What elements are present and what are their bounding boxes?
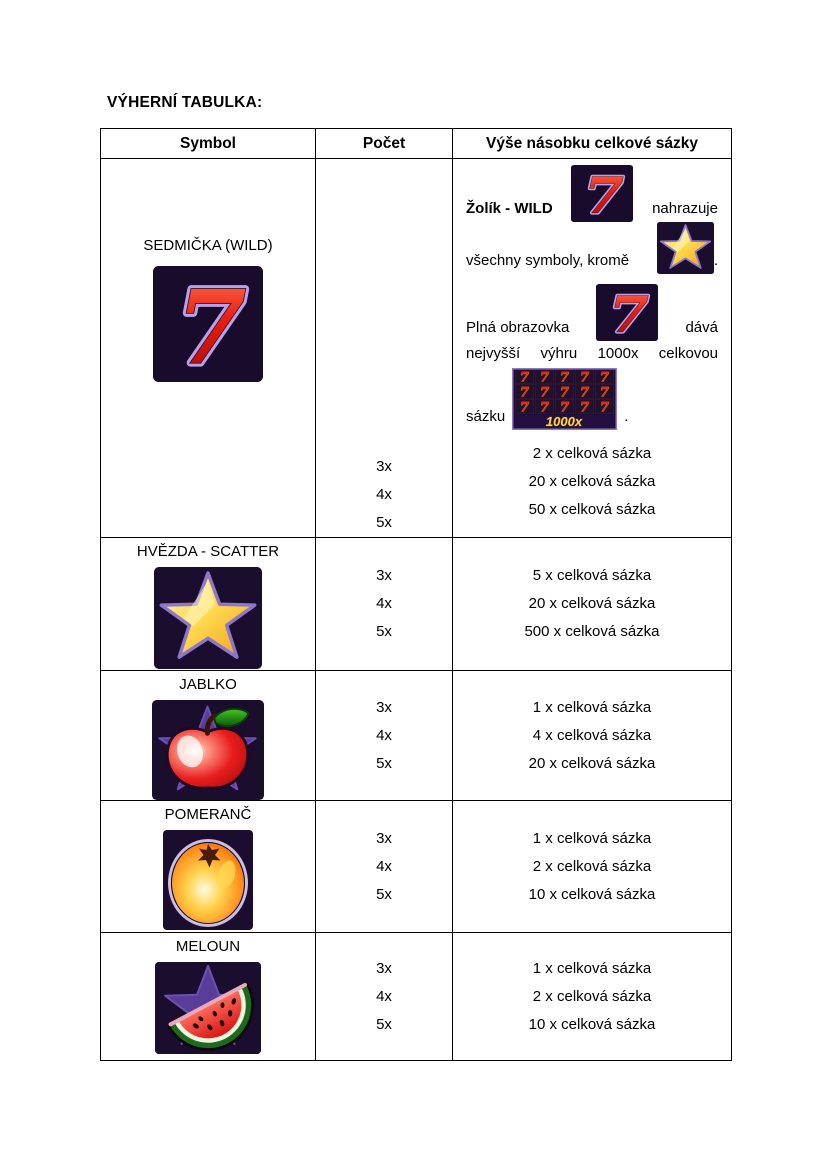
symbol-label: SEDMIČKA (WILD) [143,237,273,254]
value-line: 4 x celková sázka [532,726,652,744]
count-line: 4x [376,857,392,875]
count-cell-orange [316,801,453,933]
value-line: 2 x celková sázka [532,445,652,462]
value-line: 20 x celková sázka [528,754,656,772]
value-line: 1 x celková sázka [532,829,652,847]
period: . [713,252,718,269]
star-inline-group [657,222,718,274]
value-cell-star [453,538,732,671]
melon-icon [155,962,261,1054]
count-cell-melon [316,933,453,1061]
count-line: 3x [376,959,392,977]
value-cell-apple [453,671,732,801]
count-line: 4x [376,987,392,1005]
count-line: 5x [376,1015,392,1033]
row-seven-wild [101,159,732,538]
count-line: 5x [376,514,392,531]
value-line: 2 x celková sázka [532,857,652,875]
row-star-scatter [101,538,732,671]
count-line: 5x [376,885,392,903]
value-line: 10 x celková sázka [528,885,656,903]
symbol-cell-seven [101,159,316,538]
wild-desc-line2 [466,222,718,274]
symbol-label: MELOUN [175,938,241,955]
value-line: 20 x celková sázka [528,473,656,490]
value-line: 1 x celková sázka [532,698,652,716]
header-count: Počet [316,129,453,159]
count-line: 3x [376,458,392,475]
header-symbol: Symbol [101,129,316,159]
count-cell-star [316,538,453,671]
value-line: 50 x celková sázka [528,501,656,518]
orange-icon [163,830,253,930]
row-orange [101,801,732,933]
count-line: 5x [376,754,392,772]
symbol-label: HVĚZDA - SCATTER [136,543,280,560]
period: . [624,408,629,425]
wild-desc-text: sázku [466,408,506,425]
value-cell-orange [453,801,732,933]
star-scatter-icon [154,567,262,669]
count-line: 4x [376,486,392,503]
wild-desc-text: dává [685,319,718,336]
symbol-cell-apple [101,671,316,801]
value-line: 1 x celková sázka [532,959,652,977]
count-line: 3x [376,829,392,847]
value-line: 20 x celková sázka [528,595,656,612]
wild-desc-line1 [466,165,718,222]
count-line: 4x [376,595,392,612]
row-melon [101,933,732,1061]
fullscreen-multiplier-label: 1000x [546,414,583,429]
fullscreen-1000x-icon [512,368,617,430]
wild-desc-text: nahrazuje [652,200,718,217]
wild-desc-text: všechny symboly, kromě [466,252,630,269]
seven-inline-icon [596,284,658,341]
value-cell-melon [453,933,732,1061]
value-line: 500 x celková sázka [524,623,660,640]
value-line: 5 x celková sázka [532,567,652,584]
wild-desc-line5 [466,368,718,430]
count-line: 4x [376,726,392,744]
value-line: 2 x celková sázka [532,987,652,1005]
symbol-label: JABLKO [179,676,237,693]
paytable [100,128,732,1061]
count-cell-seven [316,159,453,538]
wild-label: Žolík - WILD [466,200,553,217]
value-cell-seven [453,159,732,538]
header-multiplier: Výše násobku celkové sázky [453,129,732,159]
seven-wild-icon [153,266,263,382]
count-line: 3x [376,698,392,716]
star-inline-icon [657,222,714,274]
wild-desc-line4: nejvyšší výhru 1000x celkovou [466,345,718,362]
apple-icon [152,700,264,800]
symbol-cell-melon [101,933,316,1061]
symbol-label: POMERANČ [164,806,252,823]
seven-inline-icon [571,165,633,222]
value-lines [466,440,718,524]
symbol-cell-star [101,538,316,671]
symbol-cell-orange [101,801,316,933]
value-line: 10 x celková sázka [528,1015,656,1033]
count-line: 3x [376,567,392,584]
count-cell-apple [316,671,453,801]
wild-desc-line3 [466,284,718,341]
header-row [101,129,732,159]
count-line: 5x [376,623,392,640]
row-apple [101,671,732,801]
wild-desc-text: Plná obrazovka [466,319,570,336]
page-title: VÝHERNÍ TABULKA: [107,94,263,111]
